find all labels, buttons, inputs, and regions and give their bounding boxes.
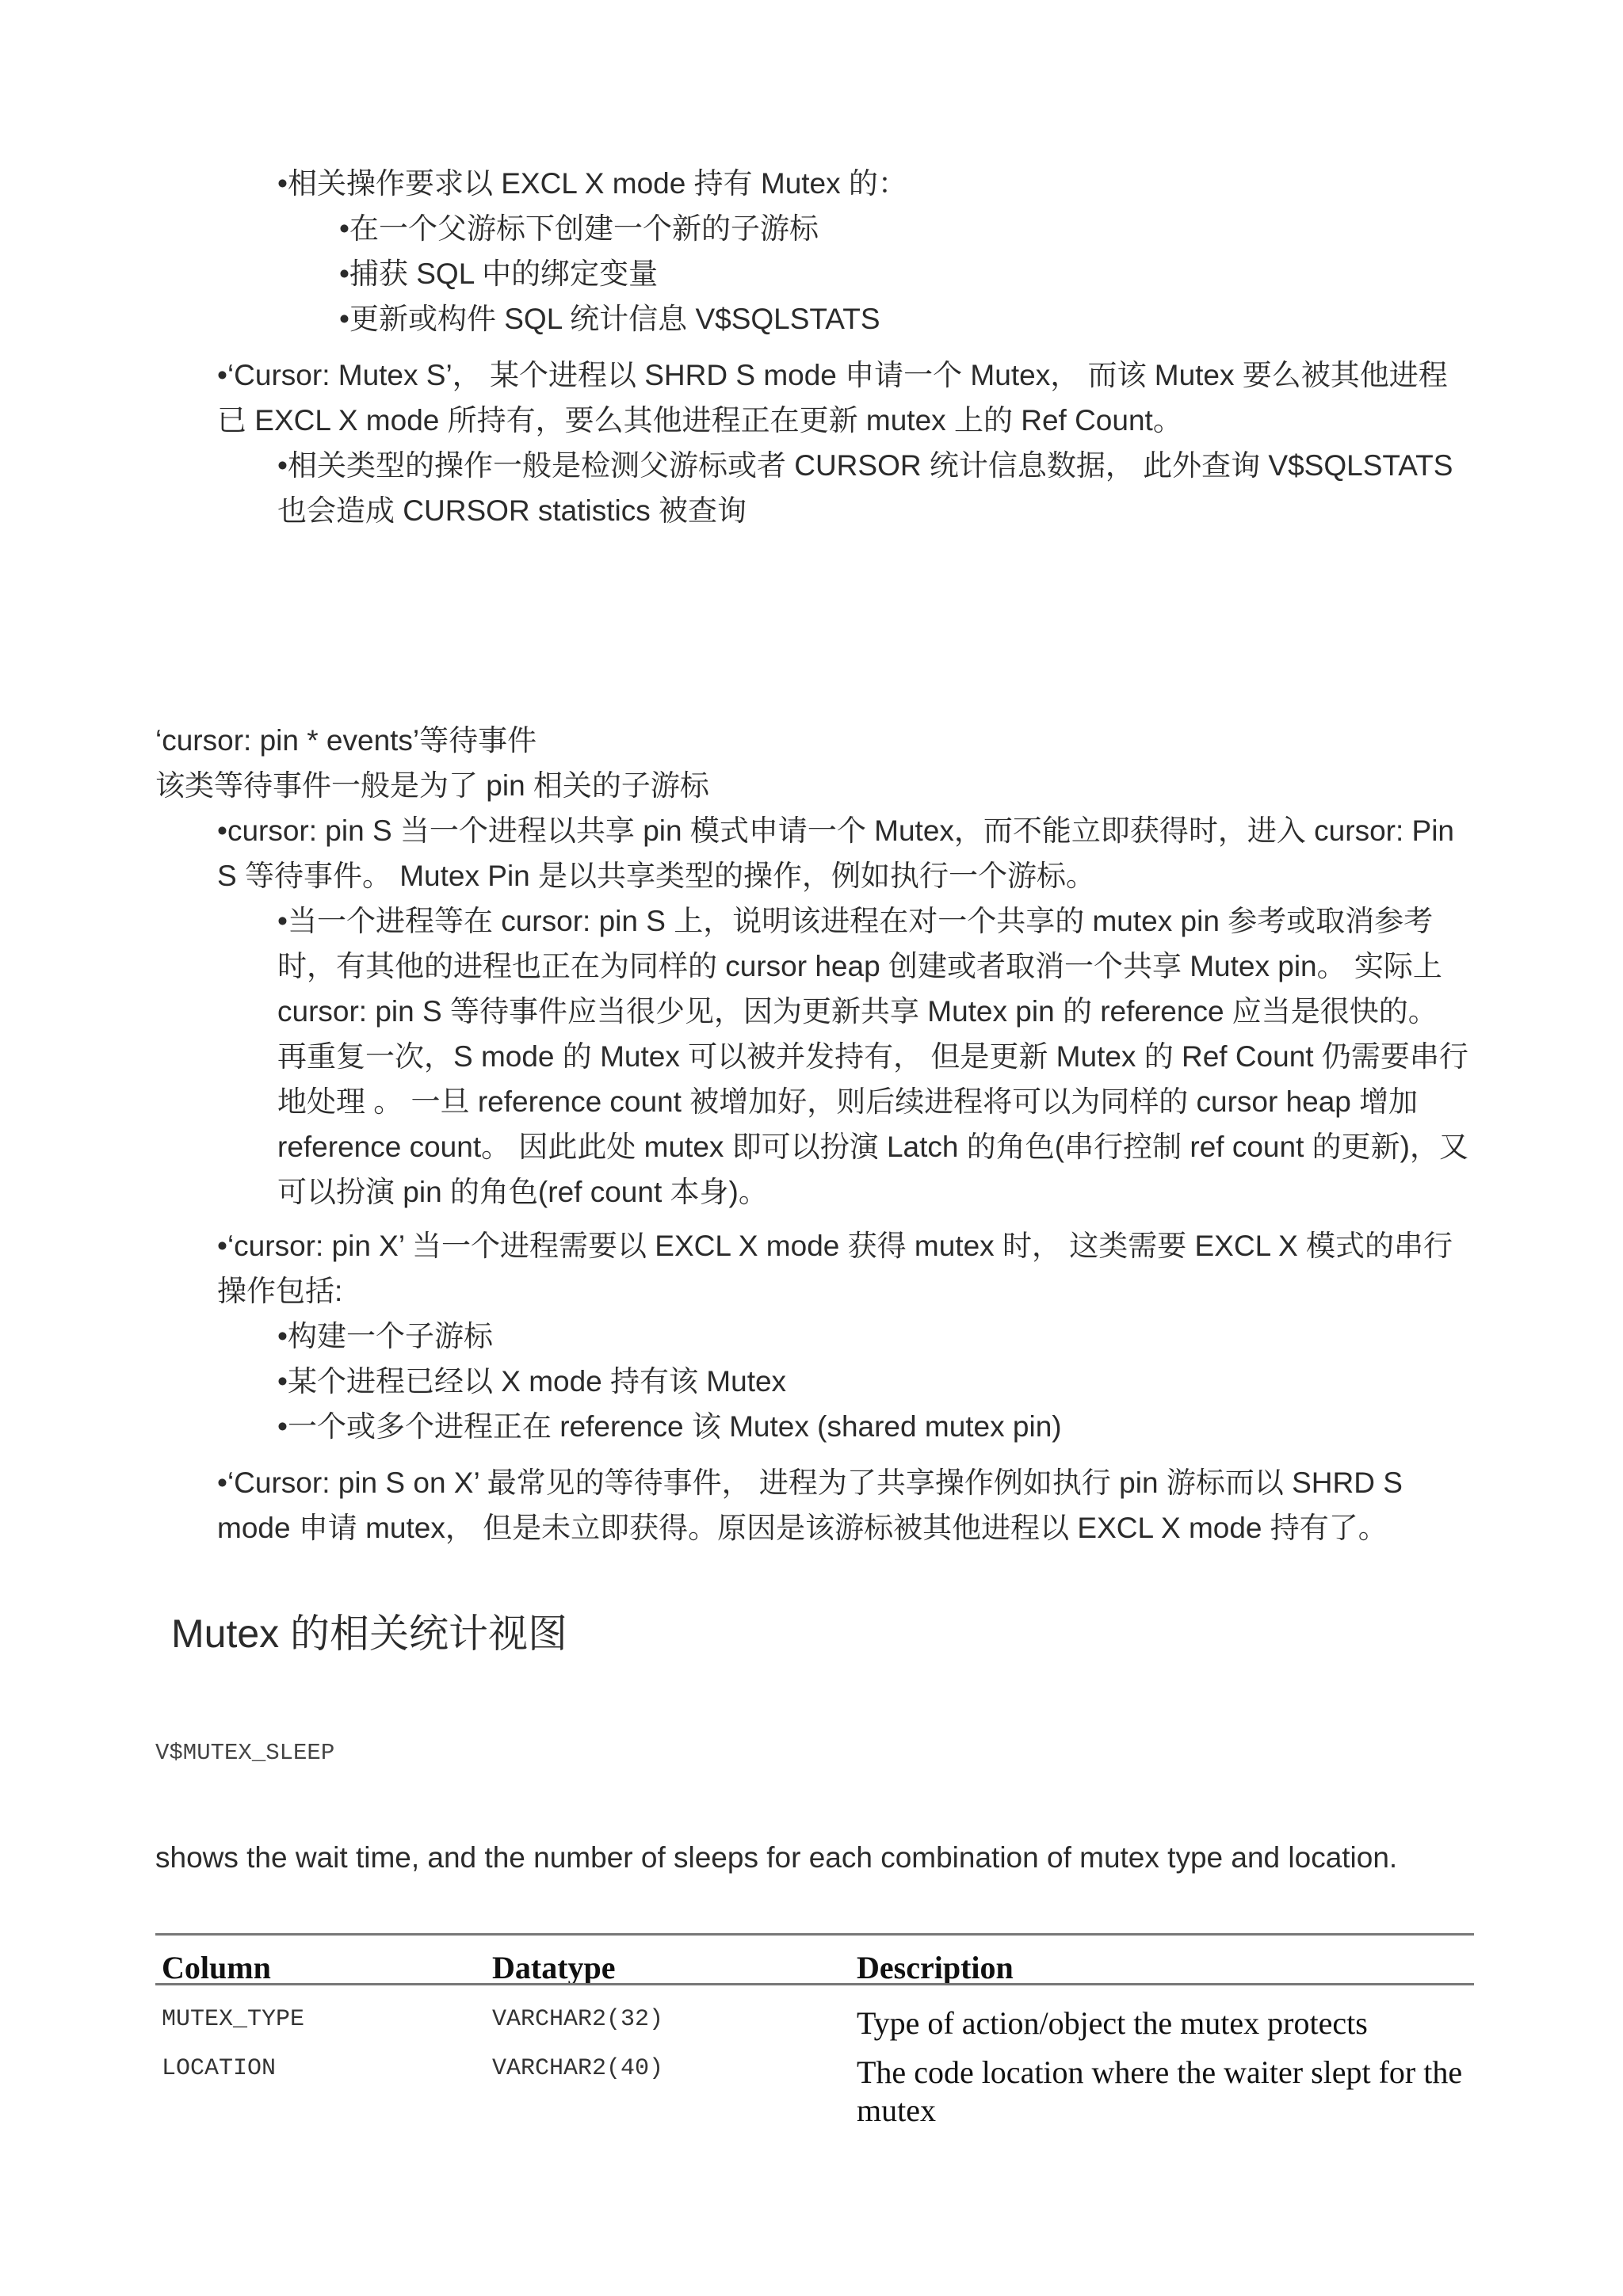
excl-mode-item: •在一个父游标下创建一个新的子游标 <box>339 212 819 245</box>
cursor-mutex-s-paragraph: •‘Cursor: Mutex S’， 某个进程以 SHRD S mode 申请一个 Mutex， 而该 Mutex 要么被其他进程已 EXCL X mode 所持有，要么其他进程正在更新 mutex 上的 Ref Count。 <box>217 359 1448 437</box>
pin-x-item: •一个或多个进程正在 reference 该 Mutex (shared mutex pin) <box>277 1410 1062 1443</box>
cursor-pin-s-detail: •当一个进程等在 cursor: pin S 上，说明该进程在对一个共享的 mutex pin 参考或取消参考时，有其他的进程也正在为同样的 cursor heap 创建或者取消一个共享 Mutex pin。 实际上 cursor: pin S 等待事件应当很少见，因为更新共享 Mutex pin 的 reference 应当是很快的。 再重复一次，S mode 的 Mutex 可以被并发持有， 但是更新 Mutex 的 Ref Count 仍需要串行地处理 。 一旦 reference count 被增加好，则后续进程将可以为同样的 cursor heap 增加 reference count。 因此此处 mutex 即可以扮演 Latch 的角色(串行控制 ref count 的更新)，又可以扮演 pin 的角色(ref count 本身)。 <box>277 905 1468 1208</box>
cell-description: Type of action/object the mutex protects <box>857 2005 1368 2041</box>
mutex-stats-heading: Mutex 的相关统计视图 <box>171 1611 568 1656</box>
cursor-pin-x-paragraph: •‘cursor: pin X’ 当一个进程需要以 EXCL X mode 获得 mutex 时， 这类需要 EXCL X 模式的串行操作包括: <box>217 1230 1453 1307</box>
excl-mode-item: •更新或构件 SQL 统计信息 V$SQLSTATS <box>339 303 880 335</box>
excl-mode-header: •相关操作要求以 EXCL X mode 持有 Mutex 的： <box>277 167 907 200</box>
cursor-pin-s-paragraph: •cursor: pin S 当一个进程以共享 pin 模式申请一个 Mutex，而不能立即获得时，进入 cursor: Pin S 等待事件。 Mutex Pin 是以共享类型的操作，例如执行一个游标。 <box>217 814 1455 892</box>
pin-events-title: ‘cursor: pin * events’等待事件 <box>155 724 537 757</box>
view-name: V$MUTEX_SLEEP <box>155 1740 335 1766</box>
excl-mode-item: •捕获 SQL 中的绑定变量 <box>339 257 659 290</box>
cell-column: MUTEX_TYPE <box>162 2006 305 2033</box>
cell-datatype: VARCHAR2(40) <box>492 2055 664 2082</box>
cursor-mutex-s-detail: •相关类型的操作一般是检测父游标或者 CURSOR 统计信息数据， 此外查询 V$SQLSTATS 也会造成 CURSOR statistics 被查询 <box>277 449 1453 527</box>
table-top-rule <box>155 1933 1474 1936</box>
cell-description: The code location where the waiter slept for the mutex <box>857 2054 1463 2128</box>
table-header-description: Description <box>857 1950 1014 1985</box>
view-description: shows the wait time, and the number of sleeps for each combination of mutex type and location. <box>155 1841 1398 1874</box>
table-header-column: Column <box>162 1950 271 1985</box>
pin-events-intro: 该类等待事件一般是为了 pin 相关的子游标 <box>155 769 709 802</box>
cell-column: LOCATION <box>162 2055 277 2082</box>
table-header-rule <box>155 1983 1474 1985</box>
pin-x-item: •某个进程已经以 X mode 持有该 Mutex <box>277 1365 787 1398</box>
table-header-datatype: Datatype <box>492 1950 616 1985</box>
cell-datatype: VARCHAR2(32) <box>492 2006 664 2033</box>
cursor-pin-s-on-x-paragraph: •‘Cursor: pin S on X’ 最常见的等待事件， 进程为了共享操作例如执行 pin 游标而以 SHRD S mode 申请 mutex， 但是未立即获得。原因是该游标被其他进程以 EXCL X mode 持有了。 <box>217 1466 1403 1544</box>
pin-x-item: •构建一个子游标 <box>277 1320 493 1352</box>
